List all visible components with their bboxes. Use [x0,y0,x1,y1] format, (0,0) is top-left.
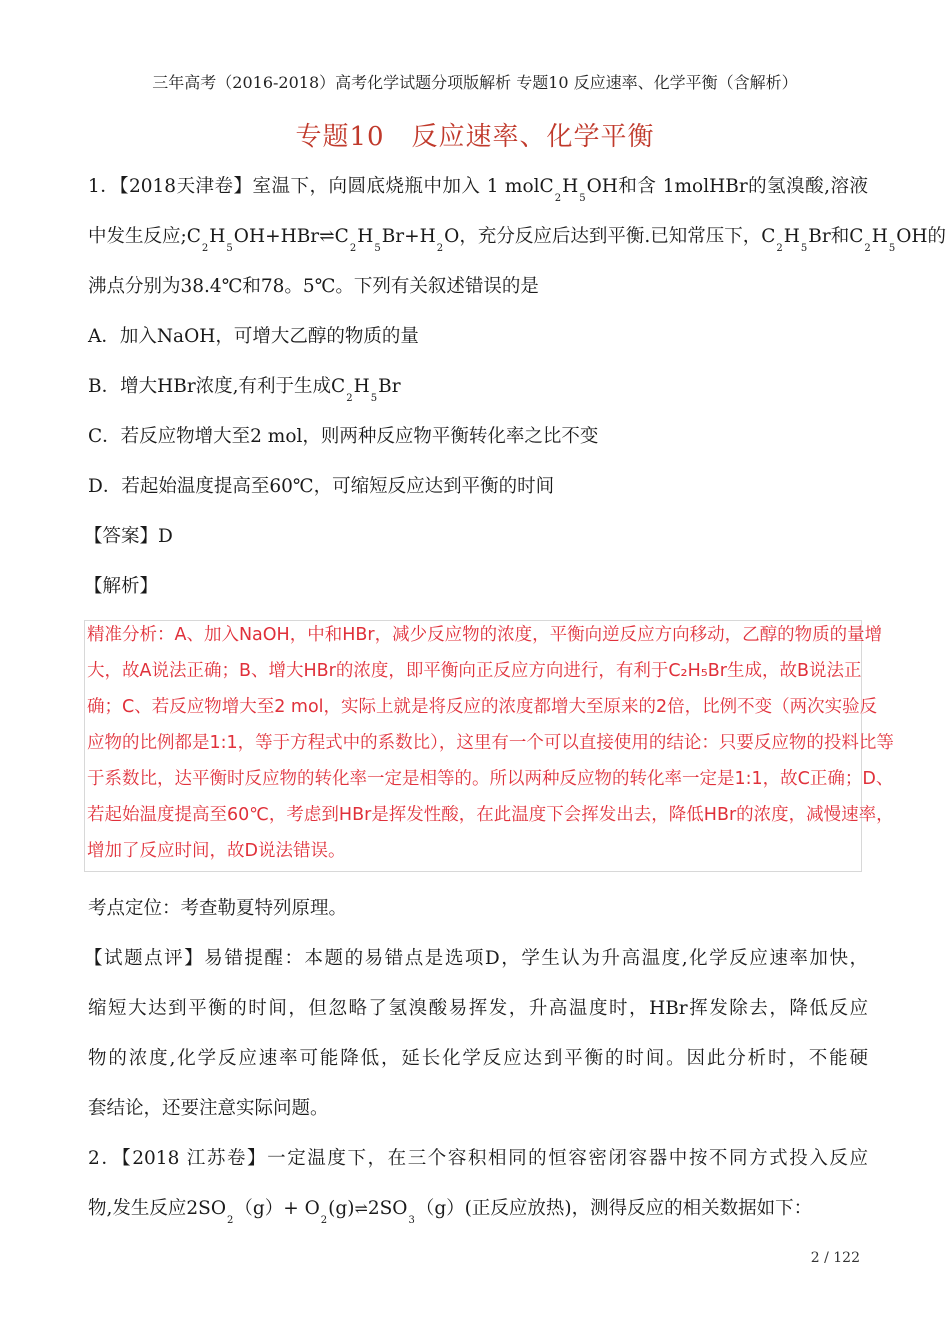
analysis-line: 确；C、若反应物增大至2 mol，实际上就是将反应的浓度都增大至原来的2倍，比例不变（两次实验反 [87,697,878,717]
answer: 【答案】D [84,526,173,547]
analysis-line: 于系数比，达平衡时反应物的转化率一定是相等的。所以两种反应物的转化率一定是1:1，故C正确；D、 [87,769,894,789]
subscript: 2 [776,243,783,254]
analysis-box [84,620,894,872]
text: H [209,226,226,247]
q2-line-2 [88,1196,868,1225]
q2-line-1: 2．【2018 江苏卷】一定温度下，在三个容积相同的恒容密闭容器中按不同方式投入反应 [88,1148,868,1169]
subscript: 3 [408,1215,415,1226]
option-a: A．加入NaOH，可增大乙醇的物质的量 [88,326,419,347]
text: （g）(正反应放热)，测得反应的相关数据如下： [415,1198,813,1219]
text: H [562,176,579,197]
text: H [353,376,370,397]
text: Br和C [808,226,864,247]
subscript: 2 [349,243,357,254]
text: 中发生反应;C [88,226,201,247]
subscript: 5 [374,243,381,254]
text: （g）+ O [234,1198,320,1219]
text: H [783,226,800,247]
running-header: 三年高考（2016-2018）高考化学试题分项版解析 专题10 反应速率、化学平衡（含解析） [152,73,798,92]
review-line: 【试题点评】易错提醒：本题的易错点是选项D，学生认为升高温度,化学反应速率加快， [84,948,868,969]
subscript: 2 [864,243,871,254]
option-d: D．若起始温度提高至60℃，可缩短反应达到平衡的时间 [88,476,555,497]
text: 2SO [367,1198,408,1219]
subscript: 5 [370,393,378,404]
subscript: 2 [346,393,353,404]
equilibrium-arrow-icon: ⇌ [354,1199,368,1218]
q1-line-1 [88,174,868,203]
text: 1．【2018天津卷】室温下，向圆底烧瓶中加入 1 molC [88,176,554,197]
subscript: 2 [436,243,444,254]
review-line: 套结论，还要注意实际问题。 [88,1098,329,1119]
subscript: 5 [226,243,233,254]
review-line: 缩短大达到平衡的时间，但忽略了氢溴酸易挥发，升高温度时，HBr挥发除去，降低反应 [88,998,868,1019]
analysis-label: 【解析】 [84,576,159,597]
subscript: 2 [201,243,209,254]
option-c: C．若反应物增大至2 mol，则两种反应物平衡转化率之比不变 [88,426,599,447]
text: O，充分反应后达到平衡.已知常压下，C [444,226,776,247]
document-title: 专题10 反应速率、化学平衡 [295,122,655,152]
text: OH+HBr⇌C [233,226,349,247]
analysis-line: 精准分析：A、加入NaOH，中和HBr，减少反应物的浓度，平衡向逆反应方向移动，乙醇的物质的量增 [87,625,883,645]
subscript: 2 [554,193,562,204]
point-location: 考点定位：考查勒夏特列原理。 [88,898,348,919]
analysis-line: 应物的比例都是1:1，等于方程式中的系数比），这里有一个可以直接使用的结论：只要反应物的投料比等 [87,733,894,753]
page-number: 2 / 122 [810,1250,860,1266]
text: (g) [328,1198,355,1219]
review-line: 物的浓度,化学反应速率可能降低，延长化学反应达到平衡的时间。因此分析时，不能硬 [88,1048,868,1069]
text: H [871,226,888,247]
option-b [88,374,868,403]
analysis-line: 大，故A说法正确；B、增大HBr的浓度，即平衡向正反应方向进行，有利于C₂H₅Br生成，故B说法正 [87,661,862,681]
text: B．增大HBr浓度,有利于生成C [88,376,346,397]
subscript: 5 [579,193,586,204]
subscript: 2 [320,1215,328,1226]
text: 物,发生反应2SO [88,1198,226,1219]
analysis-line: 增加了反应时间，故D说法错误。 [87,841,346,861]
subscript: 2 [227,1215,234,1226]
text: H [357,226,374,247]
subscript: 5 [888,243,896,254]
text: OH和含 1molHBr的氢溴酸,溶液 [586,176,868,197]
q1-line-3: 沸点分别为38.4℃和78。5℃。下列有关叙述错误的是 [88,276,539,297]
text: OH的 [896,226,947,247]
subscript: 5 [800,243,808,254]
text: Br+H [381,226,436,247]
q1-line-2 [88,224,947,254]
analysis-line: 若起始温度提高至60℃，考虑到HBr是挥发性酸，在此温度下会挥发出去，降低HBr的浓度，减慢速率， [87,805,894,825]
text: Br [378,376,401,397]
